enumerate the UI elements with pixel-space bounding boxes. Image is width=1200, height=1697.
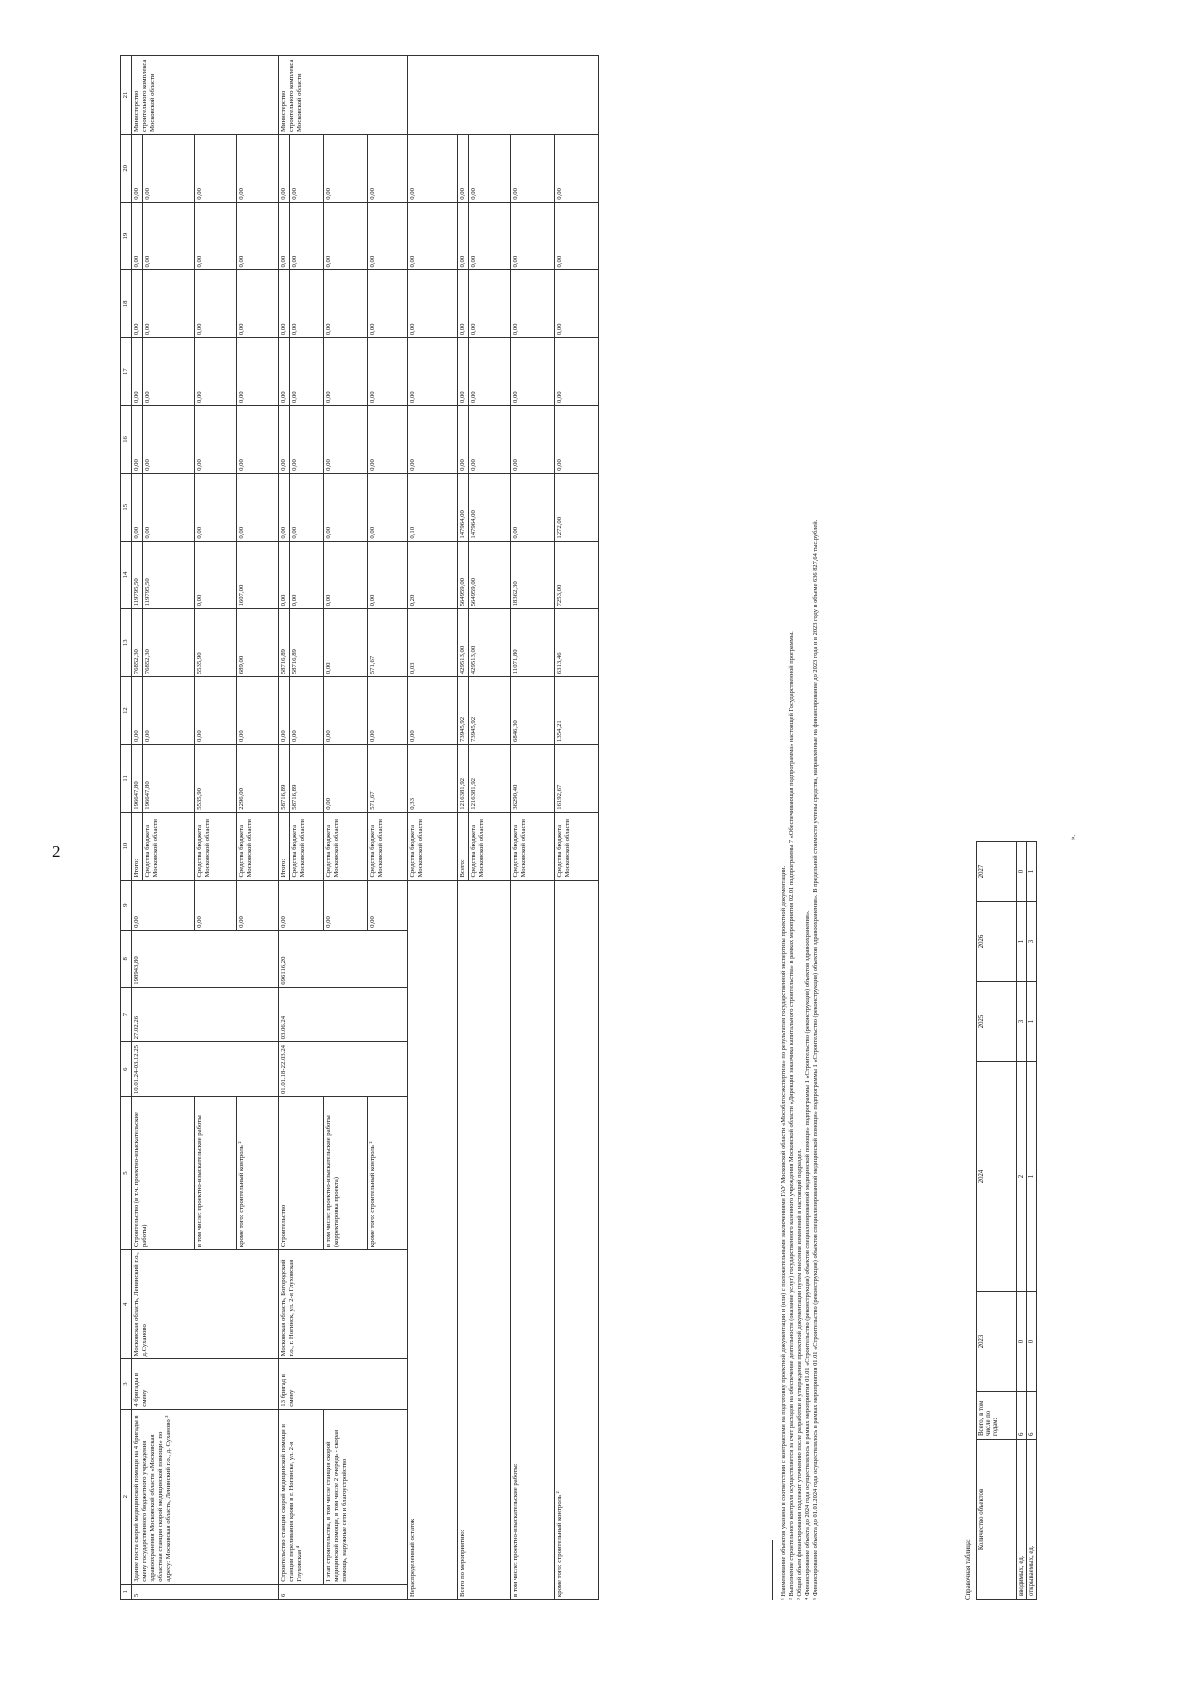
- value-cell: 429513,00: [468, 609, 510, 677]
- value-cell: 119795,50: [142, 541, 194, 609]
- reference-header-cell: 2023: [977, 1292, 1017, 1392]
- value-cell: 0,00: [407, 677, 457, 745]
- value-cell: 6313,46: [554, 609, 598, 677]
- value-cell: 0,00: [194, 541, 236, 609]
- value-cell: 0,00: [407, 406, 457, 474]
- reference-cell: 1: [1017, 902, 1027, 982]
- header-cell: 10: [121, 812, 132, 880]
- value-cell: 11071,80: [510, 609, 554, 677]
- reference-cell: 0: [1017, 1292, 1027, 1392]
- value-cell: 0,00: [194, 406, 236, 474]
- measures-table: [120, 55, 599, 1600]
- header-cell: 18: [121, 270, 132, 338]
- value-cell: 0,00: [278, 202, 289, 270]
- value-cell: 0,00: [278, 338, 289, 406]
- value-cell: 0,00: [142, 677, 194, 745]
- reference-cell: 0: [1017, 842, 1027, 902]
- value-cell: 0,00: [468, 202, 510, 270]
- header-cell: 21: [121, 56, 132, 135]
- value-cell: 0,00: [289, 541, 323, 609]
- header-cell: 11: [121, 744, 132, 812]
- value-cell: 7253,00: [554, 541, 598, 609]
- financed-amount: 0,00: [194, 880, 236, 930]
- value-cell: 0,00: [289, 134, 323, 202]
- value-cell: 0,00: [131, 677, 142, 745]
- value-cell: 0,00: [457, 202, 468, 270]
- value-cell: 5535,90: [194, 744, 236, 812]
- value-cell: 0,10: [407, 473, 457, 541]
- value-cell: 147964,00: [468, 473, 510, 541]
- value-cell: 16192,67: [554, 744, 598, 812]
- footnote: ⁴ Финансирование объекта до 2024 года осуществлялось в рамках мероприятия 01.01 «Строительство (реконструкция) объектов специализированной медицинской помощи» подпрограммы 1 «Строительство (реконструкция) объектов здравоохранения».: [804, 910, 811, 1600]
- summary-label: Нераспределенный остаток: [407, 880, 457, 1599]
- value-cell: 76852,30: [131, 609, 142, 677]
- value-cell: 58716,89: [278, 609, 289, 677]
- footnote: ⁵ Финансирование объекта до 01.01.2024 года осуществлялось в рамках мероприятия 01.01 «Строительство (реконструкция) объектов специализированной медицинской помощи» подпрограммы 1 «Строительство (реконструкция) объектов здравоохранения». В предельной стоимости учтены средства, направленные на финансирование до 2023 года и в 2023 году в объеме 636 827,64 тыс.рублей.: [812, 519, 819, 1600]
- value-cell: 0,00: [510, 202, 554, 270]
- header-cell: 6: [121, 1042, 132, 1097]
- reference-header-cell: 2025: [977, 982, 1017, 1062]
- value-cell: 0,00: [323, 541, 367, 609]
- value-cell: 1216381,92: [468, 744, 510, 812]
- page-number: 2: [52, 842, 61, 861]
- footnotes: [780, 55, 820, 1600]
- object-stage: I этап строительства, в том числе станция скорой медицинской помощи, в том числе 2 очередь - скорая помощь, наружные сети и благоустройство: [323, 1409, 407, 1584]
- value-cell: 1607,00: [236, 541, 278, 609]
- value-cell: 0,00: [278, 134, 289, 202]
- value-cell: 0,00: [278, 677, 289, 745]
- value-cell: 0,00: [289, 677, 323, 745]
- funding-source: Средства бюджета Московской области: [367, 812, 407, 880]
- value-cell: 0,00: [142, 338, 194, 406]
- value-cell: 571,67: [367, 609, 407, 677]
- reference-header-cell: Количество объектов: [977, 1440, 1017, 1600]
- table-row: [407, 56, 457, 1600]
- reference-cell: 6: [1017, 1392, 1027, 1440]
- object-name: Здание поста скорой медицинской помощи на 4 бригады в смену государственного бюджетного учреждения здравоохранения Московской области «Московская областная станция скорой медицинской помощи» по адресу: Московская область, Ленинский г.о., д. Суханово ³: [131, 1409, 278, 1584]
- value-cell: 18362,30: [510, 541, 554, 609]
- object-name: Строительство станции скорой медицинской помощи и станции переливания крови в г. Ногинске, ул. 2-я Глуховская ⁴: [278, 1409, 323, 1584]
- funding-source: Средства бюджета Московской области: [554, 812, 598, 880]
- value-cell: 0,00: [407, 134, 457, 202]
- value-cell: 0,00: [554, 270, 598, 338]
- value-cell: 0,00: [236, 406, 278, 474]
- footnote: ² Выполнение строительного контроля осуществляется за счет расходов на обеспечение деятельности (оказание услуг) государственного казенного учреждения Московской области «Дирекция заказчика капитального строительства» в рамках мероприятия 02.01 подпрограммы 7 «Обеспечивающая подпрограмма» настоящей Государственной программы.: [788, 631, 795, 1600]
- value-cell: 58716,89: [289, 744, 323, 812]
- value-cell: 0,00: [278, 270, 289, 338]
- object-number: 5: [131, 1584, 278, 1599]
- financed-amount: 0,00: [367, 880, 407, 930]
- work-type: кроме того: строительный контроль ²: [367, 1097, 407, 1250]
- value-cell: 0,00: [236, 134, 278, 202]
- value-cell: 0,00: [457, 134, 468, 202]
- value-cell: 0,00: [323, 202, 367, 270]
- value-cell: 0,00: [323, 338, 367, 406]
- value-cell: 0,00: [131, 338, 142, 406]
- work-dates: 01.01.18-22.03.24: [278, 1042, 407, 1097]
- reference-header-cell: 2027: [977, 842, 1017, 902]
- header-cell: 7: [121, 987, 132, 1042]
- value-cell: 0,00: [278, 541, 289, 609]
- value-cell: 1216381,92: [457, 744, 468, 812]
- work-type: кроме того: строительный контроль ²: [236, 1097, 278, 1250]
- reference-cell: 6: [1027, 1392, 1037, 1440]
- value-cell: 0,00: [142, 270, 194, 338]
- value-cell: 0,00: [554, 202, 598, 270]
- value-cell: 0,00: [142, 473, 194, 541]
- footnote: ¹ Наименование объектов указаны в соответствии с контрактами на подготовку проектной документации и (или) с положительными заключениями ГАУ Московской области «Мособлгосэкспертиза» по результатам государственной экспертизы проектной документации.: [780, 865, 787, 1600]
- value-cell: 36290,40: [510, 744, 554, 812]
- value-cell: 6846,30: [510, 677, 554, 745]
- value-cell: 73945,92: [468, 677, 510, 745]
- value-cell: 0,00: [194, 202, 236, 270]
- responsible-executor: Министерство строительного комплекса Московской области: [278, 56, 407, 135]
- table-row: [457, 56, 468, 1600]
- value-cell: 58716,89: [289, 609, 323, 677]
- table-row: [278, 56, 289, 1600]
- header-cell: 15: [121, 473, 132, 541]
- value-cell: 1272,00: [554, 473, 598, 541]
- value-cell: 0,00: [468, 338, 510, 406]
- value-cell: 0,00: [367, 406, 407, 474]
- value-cell: 0,20: [407, 541, 457, 609]
- header-cell: 16: [121, 406, 132, 474]
- header-cell: 5: [121, 1097, 132, 1250]
- value-cell: 73945,92: [457, 677, 468, 745]
- value-cell: 0,00: [457, 338, 468, 406]
- funding-source: Всего:: [457, 812, 468, 880]
- value-cell: 2296,00: [236, 744, 278, 812]
- value-cell: 0,00: [236, 473, 278, 541]
- reference-cell: 2: [1017, 1062, 1027, 1292]
- footnote-divider: [772, 1540, 773, 1600]
- work-type: в том числе: проектно-изыскательские работы (корректировка проекта): [323, 1097, 367, 1250]
- responsible-executor: Министерство строительного комплекса Московской области: [131, 56, 278, 135]
- value-cell: 0,00: [457, 406, 468, 474]
- value-cell: 0,00: [236, 270, 278, 338]
- header-cell: 14: [121, 541, 132, 609]
- value-cell: 5535,90: [194, 609, 236, 677]
- value-cell: 0,00: [142, 202, 194, 270]
- value-cell: 0,00: [510, 270, 554, 338]
- header-cell: 8: [121, 930, 132, 987]
- value-cell: 0,00: [131, 270, 142, 338]
- summary-label: кроме того: строительный контроль ²: [554, 880, 598, 1599]
- value-cell: 0,00: [323, 406, 367, 474]
- value-cell: 0,00: [289, 202, 323, 270]
- value-cell: 0,00: [457, 270, 468, 338]
- value-cell: 0,00: [407, 338, 457, 406]
- header-cell: 13: [121, 609, 132, 677]
- header-cell: 12: [121, 677, 132, 745]
- header-cell: 4: [121, 1250, 132, 1359]
- value-cell: 564959,00: [468, 541, 510, 609]
- value-cell: 0,00: [323, 473, 367, 541]
- value-cell: 196647,80: [142, 744, 194, 812]
- value-cell: 0,00: [289, 473, 323, 541]
- work-type: Строительство (в т.ч. проектно-изыскательские работы): [131, 1097, 194, 1250]
- value-cell: 0,00: [289, 406, 323, 474]
- value-cell: 0,03: [407, 609, 457, 677]
- reference-cell: 0: [1027, 1292, 1037, 1392]
- funding-source: Средства бюджета Московской области: [407, 812, 457, 880]
- value-cell: 0,00: [194, 338, 236, 406]
- object-capacity: 13 бригад в смену: [278, 1359, 407, 1409]
- reference-row: [1017, 842, 1027, 1600]
- limit-cost: 696116,20: [278, 930, 407, 987]
- value-cell: 0,00: [367, 134, 407, 202]
- value-cell: 0,00: [236, 202, 278, 270]
- value-cell: 0,00: [194, 677, 236, 745]
- commission-date: 27.02.26: [131, 987, 278, 1042]
- value-cell: 0,33: [407, 744, 457, 812]
- value-cell: 0,00: [142, 134, 194, 202]
- reference-cell: 3: [1017, 982, 1027, 1062]
- reference-cell: 1: [1027, 982, 1037, 1062]
- value-cell: 0,00: [367, 338, 407, 406]
- value-cell: 0,00: [278, 406, 289, 474]
- value-cell: 0,00: [367, 541, 407, 609]
- value-cell: 564959,00: [457, 541, 468, 609]
- value-cell: 0,00: [554, 134, 598, 202]
- value-cell: 147964,00: [457, 473, 468, 541]
- reference-cell: вводимых, ед.: [1017, 1440, 1027, 1600]
- header-cell: 2: [121, 1409, 132, 1584]
- value-cell: 58716,89: [278, 744, 289, 812]
- value-cell: 0,00: [468, 406, 510, 474]
- table-row: [131, 56, 142, 1600]
- value-cell: 0,00: [289, 338, 323, 406]
- value-cell: 76852,30: [142, 609, 194, 677]
- footnote: ³ Общий объем финансирования подлежит уточнению после разработки и утверждения проектной документации путем внесения изменений в настоящий подраздел.: [796, 1148, 803, 1600]
- value-cell: 0,00: [142, 406, 194, 474]
- value-cell: 0,00: [236, 338, 278, 406]
- value-cell: 689,00: [236, 609, 278, 677]
- funding-source: Средства бюджета Московской области: [236, 812, 278, 880]
- funding-source: Средства бюджета Московской области: [194, 812, 236, 880]
- object-capacity: 4 бригады в смену: [131, 1359, 278, 1409]
- summary-label: в том числе: проектно-изыскательские работы:: [510, 880, 554, 1599]
- reference-header-row: [977, 842, 1017, 1600]
- value-cell: 0,00: [131, 473, 142, 541]
- value-cell: 0,00: [468, 270, 510, 338]
- value-cell: 0,00: [510, 338, 554, 406]
- funding-source: Итого:: [131, 812, 142, 880]
- object-address: Московская область, Богородский г.о., г. Ногинск, ул. 2-я Глуховская: [278, 1250, 407, 1359]
- header-cell: 3: [121, 1359, 132, 1409]
- financed-amount: 0,00: [131, 880, 194, 930]
- value-cell: 0,00: [278, 473, 289, 541]
- funding-source: Средства бюджета Московской области: [510, 812, 554, 880]
- financed-amount: 0,00: [278, 880, 323, 930]
- reference-row: [1027, 842, 1037, 1600]
- table-header-row: [121, 56, 132, 1600]
- empty-cell: [407, 56, 598, 135]
- reference-header-cell: Всего, в том числе по годам:: [977, 1392, 1017, 1440]
- limit-cost: 198943,80: [131, 930, 278, 987]
- reference-table-title: Справочная таблица:: [965, 1539, 972, 1600]
- reference-header-cell: 2026: [977, 902, 1017, 982]
- rotated-page-content: [120, 0, 1170, 1600]
- value-cell: 0,00: [367, 677, 407, 745]
- value-cell: 0,00: [323, 134, 367, 202]
- value-cell: 0,00: [510, 473, 554, 541]
- header-cell: 9: [121, 880, 132, 930]
- value-cell: 0,00: [323, 744, 367, 812]
- table-row: [510, 56, 554, 1600]
- value-cell: 196647,80: [131, 744, 142, 812]
- object-number: 6: [278, 1584, 407, 1599]
- value-cell: 0,00: [194, 270, 236, 338]
- value-cell: 1354,21: [554, 677, 598, 745]
- financed-amount: 0,00: [323, 880, 367, 930]
- work-type: Строительство: [278, 1097, 323, 1250]
- reference-cell: 1: [1027, 1062, 1037, 1292]
- value-cell: 0,00: [323, 270, 367, 338]
- value-cell: 0,00: [367, 270, 407, 338]
- header-cell: 1: [121, 1584, 132, 1599]
- funding-source: Средства бюджета Московской области: [323, 812, 367, 880]
- object-address: Московская область, Ленинский г.о., д.Суханово: [131, 1250, 278, 1359]
- commission-date: 03.06.24: [278, 987, 407, 1042]
- reference-header-cell: 2024: [977, 1062, 1017, 1292]
- value-cell: 0,00: [468, 134, 510, 202]
- funding-source: Средства бюджета Московской области: [289, 812, 323, 880]
- value-cell: 0,00: [131, 134, 142, 202]
- work-type: в том числе: проектно-изыскательские работы: [194, 1097, 236, 1250]
- reference-cell: открываемых, ед.: [1027, 1440, 1037, 1600]
- funding-source: Итого:: [278, 812, 289, 880]
- value-cell: 429513,00: [457, 609, 468, 677]
- value-cell: 0,00: [554, 338, 598, 406]
- value-cell: 0,00: [323, 677, 367, 745]
- value-cell: 0,00: [510, 406, 554, 474]
- value-cell: 571,67: [367, 744, 407, 812]
- header-cell: 17: [121, 338, 132, 406]
- value-cell: 0,00: [194, 473, 236, 541]
- value-cell: 0,00: [131, 406, 142, 474]
- value-cell: 0,00: [323, 609, 367, 677]
- value-cell: 0,00: [407, 202, 457, 270]
- value-cell: 0,00: [131, 202, 142, 270]
- reference-cell: 1: [1027, 842, 1037, 902]
- summary-label: Всего по мероприятию:: [457, 880, 510, 1599]
- value-cell: 0,00: [367, 202, 407, 270]
- reference-table: [976, 841, 1037, 1600]
- funding-source: Средства бюджета Московской области: [468, 812, 510, 880]
- reference-table-closing-mark: ».: [1070, 834, 1077, 840]
- value-cell: 0,00: [236, 677, 278, 745]
- value-cell: 0,00: [289, 270, 323, 338]
- header-cell: 19: [121, 202, 132, 270]
- value-cell: 0,00: [510, 134, 554, 202]
- work-dates: 10.01.24-03.12.25: [131, 1042, 278, 1097]
- header-cell: 20: [121, 134, 132, 202]
- reference-cell: 3: [1027, 902, 1037, 982]
- financed-amount: 0,00: [236, 880, 278, 930]
- value-cell: 0,00: [554, 406, 598, 474]
- funding-source: Средства бюджета Московской области: [142, 812, 194, 880]
- value-cell: 0,00: [367, 473, 407, 541]
- value-cell: 119795,50: [131, 541, 142, 609]
- table-row: [554, 56, 598, 1600]
- value-cell: 0,00: [194, 134, 236, 202]
- value-cell: 0,00: [407, 270, 457, 338]
